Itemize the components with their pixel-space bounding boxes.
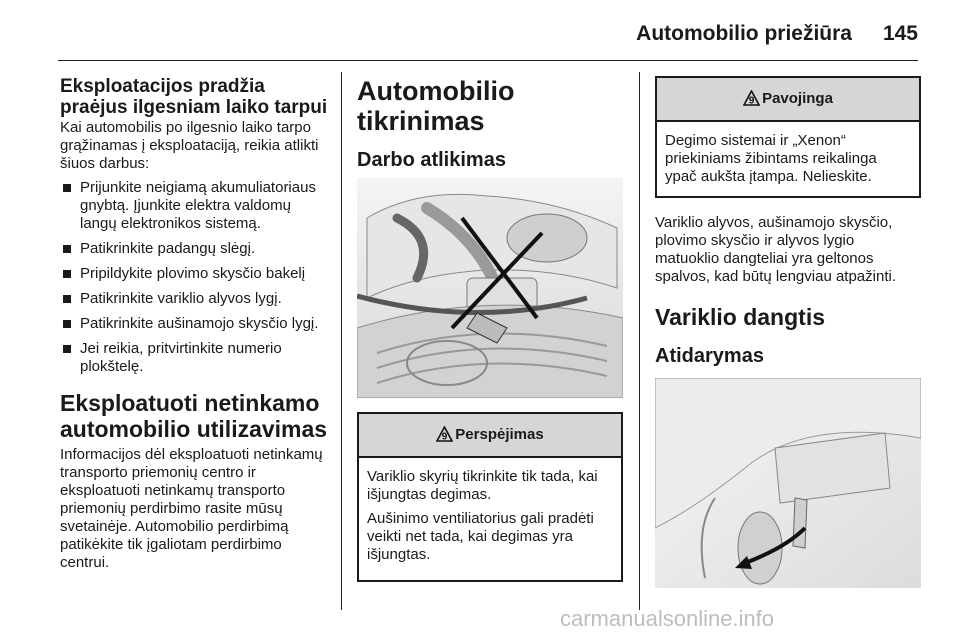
list-item: Prijunkite neigiamą akumuliatoriaus gnybtą. Įjunkite elektra valdomų langų elektronikos sistemą. (60, 179, 328, 233)
bullet-icon (63, 184, 71, 192)
svg-text:9: 9 (748, 95, 755, 106)
warning-body (359, 458, 621, 580)
section-heading: Eksploatuoti netinkamo automobilio utilizavimas (60, 390, 328, 442)
bullet-icon (63, 345, 71, 353)
warning-header (359, 414, 621, 458)
warning-triangle-icon (743, 90, 760, 106)
danger-body (657, 122, 919, 196)
list-item: Patikrinkite variklio alyvos lygį. (60, 290, 328, 308)
list-item: Jei reikia, pritvirtinkite numerio plokštelę. (60, 340, 328, 376)
danger-text: Degimo sistemai ir „Xenon“ priekiniams žibintams reikalinga ypač aukšta įtampa. Nelieskite. (665, 132, 877, 185)
warning-box (357, 412, 623, 582)
paragraph: Variklio alyvos, aušinamojo skysčio, plovimo skysčio ir alyvos lygio matuoklio dangteliai yra geltonos spalvos, kad būtų lengviau atpažinti. (655, 214, 896, 285)
page-number: 145 (882, 22, 918, 45)
column-divider (341, 72, 342, 610)
list-item: Patikrinkite padangų slėgį. (60, 240, 328, 258)
watermark: carmanualsonline.info (560, 606, 775, 631)
hood-release-illustration (655, 378, 921, 588)
warning-triangle-icon (436, 426, 453, 442)
list-item: Patikrinkite aušinamojo skysčio lygį. (60, 315, 328, 333)
column-right (655, 76, 921, 588)
engine-bay-illustration (357, 178, 623, 398)
bullet-icon (63, 295, 71, 303)
bullet-icon (63, 270, 71, 278)
section-heading: Variklio dangtis (655, 304, 825, 330)
warning-text: Aušinimo ventiliatorius gali pradėti veikti net tada, kai degimas yra išjungtas. (367, 510, 594, 563)
warning-text: Variklio skyrių tikrinkite tik tada, kai išjungtas degimas. (367, 468, 598, 503)
list-item: Pripildykite plovimo skysčio bakelį (60, 265, 328, 283)
danger-box (655, 76, 921, 198)
header-title: Automobilio priežiūra (636, 22, 852, 45)
subsection-heading: Atidarymas (655, 345, 764, 367)
column-middle (357, 76, 623, 582)
section-text: Informacijos dėl eksploatuoti netinkamų transporto priemonių centro ir eksploatuoti netinkamų transporto priemonių perdirbimo rasite mūsų svetainėje. Automobilio perdirbimą patikėkite tik įgaliotam perdirbimo centrui. (60, 446, 323, 571)
svg-text:9: 9 (442, 431, 448, 442)
danger-title: Pavojinga (762, 90, 833, 107)
page-title: Automobilio tikrinimas (357, 76, 515, 136)
subsection-heading: Darbo atlikimas (357, 149, 506, 171)
bullet-icon (63, 245, 71, 253)
section-heading: Eksploatacijos pradžia praėjus ilgesniam laiko tarpui (60, 76, 328, 118)
column-divider (639, 72, 640, 610)
section-intro: Kai automobilis po ilgesnio laiko tarpo grąžinamas į eksploataciją, reikia atlikti šiuos darbus: (60, 119, 319, 172)
column-left (60, 76, 328, 572)
bullet-icon (63, 320, 71, 328)
danger-header (657, 78, 919, 122)
warning-title: Perspėjimas (455, 426, 544, 443)
bullet-list (60, 179, 328, 376)
header-rule (58, 60, 918, 61)
